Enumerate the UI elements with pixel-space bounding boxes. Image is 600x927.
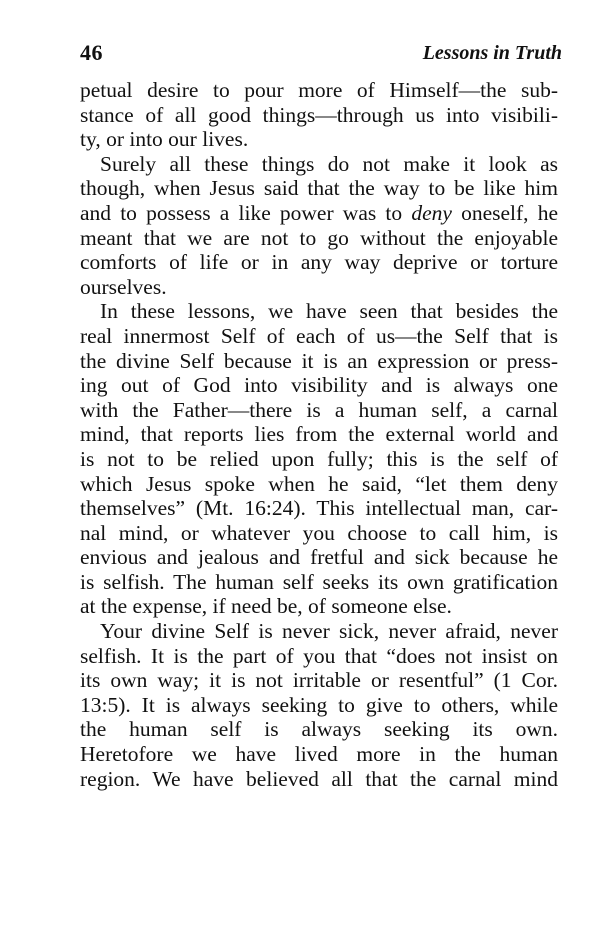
text-fragment: and to possess a like power was to bbox=[80, 200, 412, 225]
paragraph-1 bbox=[80, 78, 558, 152]
paragraph-3 bbox=[80, 299, 558, 619]
text-line: with the Father—there is a human self, a carnal bbox=[80, 397, 558, 422]
text-line: though, when Jesus said that the way to be like him bbox=[80, 176, 558, 201]
emphasis-word: deny bbox=[411, 200, 452, 225]
text-line: nal mind, or whatever you choose to call him, is bbox=[80, 520, 558, 545]
running-head: Lessons in Truth bbox=[422, 42, 562, 64]
text-line: envious and jealous and fretful and sick because he bbox=[80, 545, 558, 570]
text-line: comforts of life or in any way deprive or torture bbox=[80, 250, 558, 275]
text-line-with-emphasis bbox=[80, 201, 558, 226]
text-line: meant that we are not to go without the enjoyable bbox=[80, 225, 558, 250]
text-line: region. We have believed all that the carnal mind bbox=[80, 766, 558, 791]
text-line: its own way; it is not irritable or resentful” (1 Cor. bbox=[80, 668, 558, 693]
text-line: Your divine Self is never sick, never afraid, never bbox=[100, 619, 558, 644]
text-line: real innermost Self of each of us—the Self that is bbox=[80, 323, 558, 348]
text-line: 13:5). It is always seeking to give to others, while bbox=[80, 692, 558, 717]
text-line: the human self is always seeking its own. bbox=[80, 717, 558, 742]
text-line: Surely all these things do not make it look as bbox=[100, 151, 558, 176]
text-line: ing out of God into visibility and is always one bbox=[80, 373, 558, 398]
text-line: ourselves. bbox=[80, 274, 167, 299]
text-line: themselves” (Mt. 16:24). This intellectual man, car- bbox=[80, 496, 558, 521]
text-line: is not to be relied upon fully; this is the self of bbox=[80, 446, 558, 471]
text-line: In these lessons, we have seen that besides the bbox=[100, 299, 558, 324]
text-line: selfish. It is the part of you that “does not insist on bbox=[80, 643, 558, 668]
text-line: stance of all good things—through us into visibili- bbox=[80, 102, 558, 127]
text-line: is selfish. The human self seeks its own gratification bbox=[80, 569, 558, 594]
text-fragment: oneself, he bbox=[451, 200, 558, 225]
text-line: petual desire to pour more of Himself—the sub- bbox=[80, 78, 558, 102]
text-line: at the expense, if need be, of someone else. bbox=[80, 594, 452, 619]
text-line: which Jesus spoke when he said, “let them deny bbox=[80, 471, 558, 496]
text-line: the divine Self because it is an expression or press- bbox=[80, 348, 558, 373]
paragraph-4 bbox=[80, 619, 558, 791]
page-number: 46 bbox=[80, 40, 103, 65]
text-line: ty, or into our lives. bbox=[80, 127, 249, 152]
text-line: mind, that reports lies from the external world and bbox=[80, 422, 558, 447]
body-text bbox=[80, 78, 558, 791]
page-header bbox=[80, 40, 562, 70]
text-line: Heretofore we have lived more in the human bbox=[80, 742, 558, 767]
paragraph-2 bbox=[80, 152, 558, 300]
